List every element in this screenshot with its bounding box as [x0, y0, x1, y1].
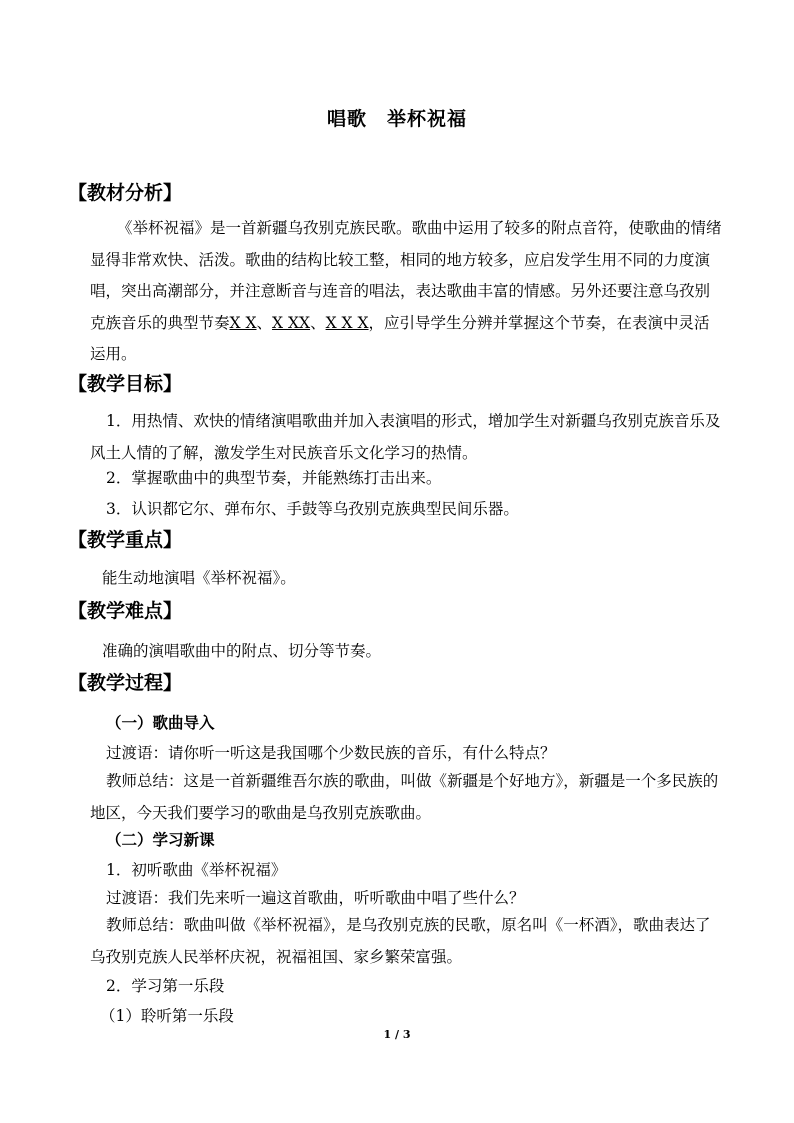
rhythm-pattern-1: X X [229, 313, 257, 332]
heading-difficulty: 【教学难点】 [68, 600, 183, 622]
page-title: 唱歌 举杯祝福 [326, 108, 467, 130]
heading-process: 【教学过程】 [68, 672, 183, 694]
part1-line-2: 教师总结：这是一首新疆维吾尔族的歌曲，叫做《新疆是个好地方》，新疆是一个多民族的地区，今天我们要学习的歌曲是乌孜别克族歌曲。 [90, 772, 719, 822]
key-points-text: 能生动地演唱《举杯祝福》。 [102, 569, 296, 587]
analysis-paragraph [90, 213, 722, 371]
goal-item-3: 3．认识都它尔、弹布尔、手鼓等乌孜别克族典型民间乐器。 [106, 500, 519, 518]
step2-title: 2．学习第一乐段 [106, 977, 225, 995]
rhythm-separator-2: 、 [310, 313, 326, 332]
goal-item-1: 1．用热情、欢快的情绪演唱歌曲并加入表演唱的形式，增加学生对新疆乌孜别克族音乐及风土人情的了解，激发学生对民族音乐文化学习的热情。 [90, 412, 721, 462]
difficulty-text: 准确的演唱歌曲中的附点、切分等节奏。 [102, 642, 382, 660]
rhythm-pattern-3: X X X [325, 313, 369, 332]
part1-title: （一）歌曲导入 [106, 713, 215, 732]
analysis-tail: ，应引导学生分辨并掌握这个节奏，在表演中灵活运用。 [90, 313, 710, 363]
step1-line-1: 过渡语：我们先来听一遍这首歌曲，听听歌曲中唱了些什么？ [106, 889, 525, 907]
step1-title: 1．初听歌曲《举杯祝福》 [106, 861, 287, 879]
heading-goals: 【教学目标】 [68, 373, 183, 395]
page-number: 1 / 3 [383, 1028, 411, 1041]
part2-title: （二）学习新课 [106, 830, 215, 849]
heading-key-points: 【教学重点】 [68, 529, 183, 551]
rhythm-separator-1: 、 [256, 313, 273, 332]
analysis-intro: 《举杯祝福》是一首新疆乌孜别克族民歌。歌曲中运用了较多的附点音符，使歌曲的情绪显得非常欢快、活泼。歌曲的结构比较工整，相同的地方较多，应启发学生用不同的力度演唱，突出高潮部分，并注意断音与连音的唱法，表达歌曲丰富的情感。另外还要注意乌孜别克族音乐的典型节奏 [90, 219, 722, 332]
step2-sub-1: （1）聆听第一乐段 [100, 1007, 234, 1025]
rhythm-pattern-2: X XX [272, 313, 311, 332]
step1-line-2: 教师总结：歌曲叫做《举杯祝福》，是乌孜别克族的民歌，原名叫《一杯酒》，歌曲表达了乌孜别克族人民举杯庆祝，祝福祖国、家乡繁荣富强。 [90, 916, 711, 966]
goal-item-2: 2．掌握歌曲中的典型节奏，并能熟练打击出来。 [106, 469, 442, 487]
heading-analysis: 【教材分析】 [68, 182, 183, 204]
part1-line-1: 过渡语：请你听一听这是我国哪个少数民族的音乐，有什么特点？ [106, 744, 556, 762]
